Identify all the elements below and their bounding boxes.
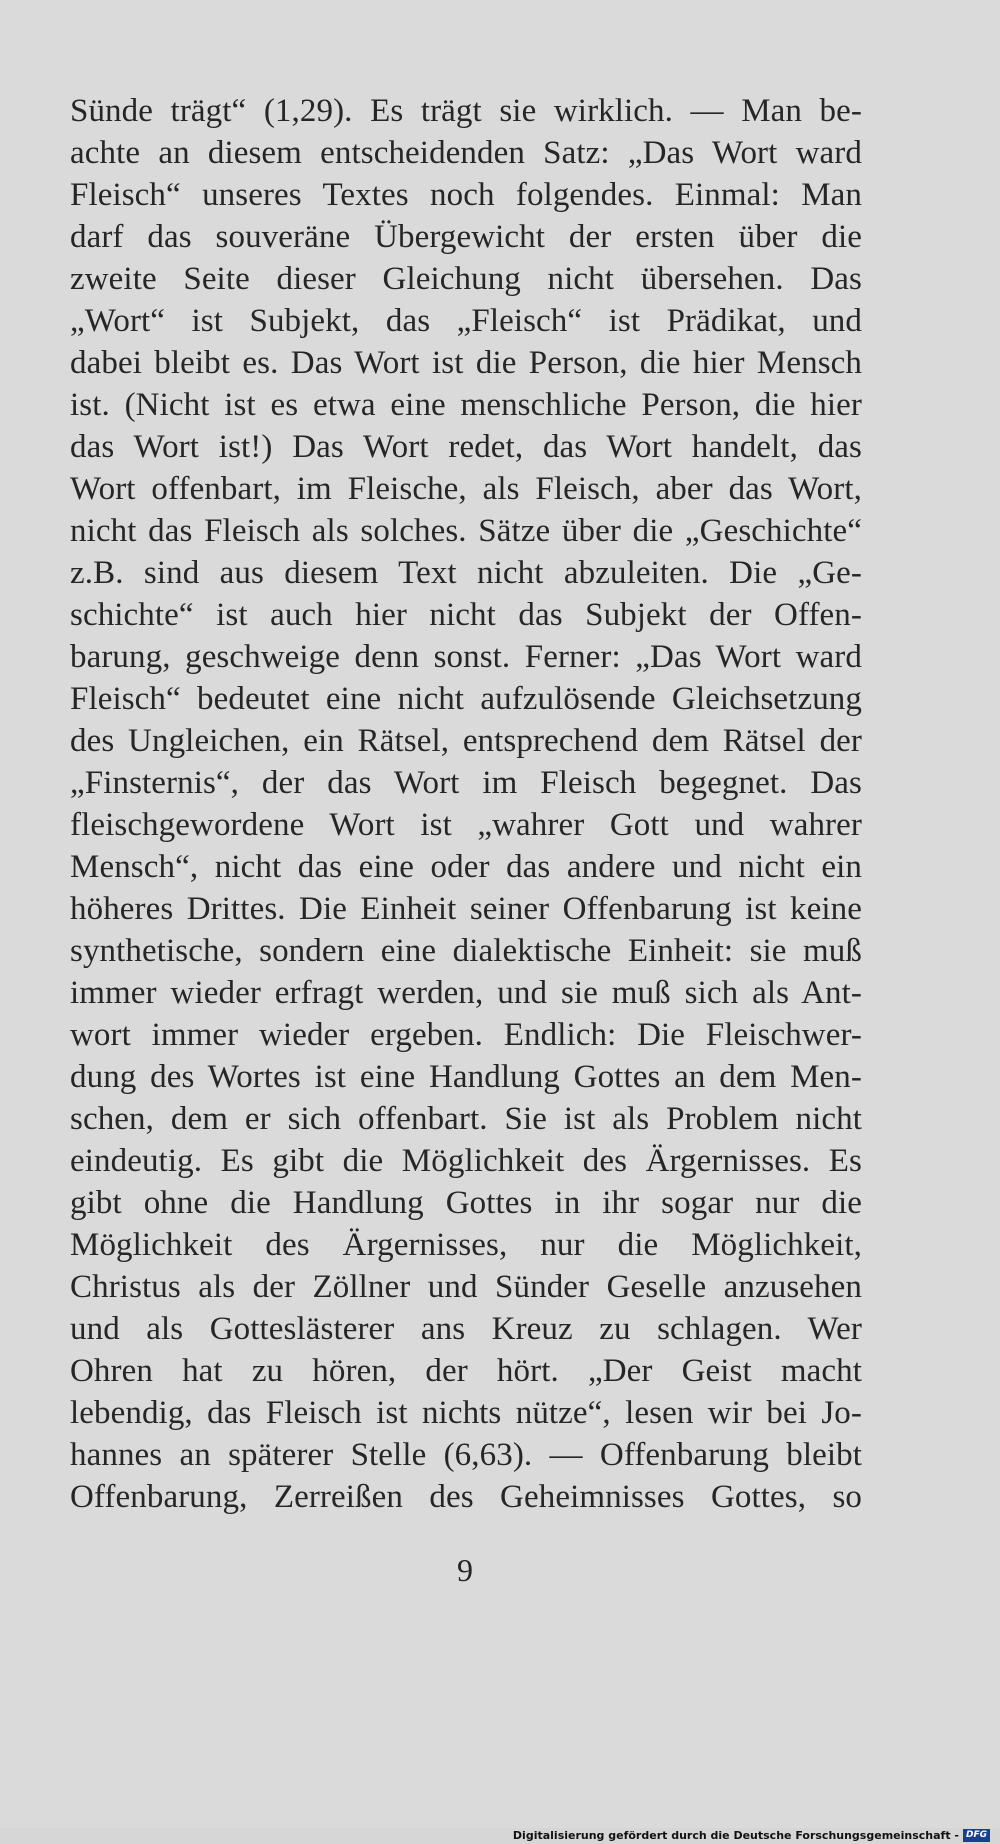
text-line: darf das souveräne Übergewicht der ersten über die <box>70 219 862 255</box>
text-line: gibt ohne die Handlung Gottes in ihr sogar nur die <box>70 1185 862 1221</box>
text-line: „Finsternis“, der das Wort im Fleisch begegnet. Das <box>70 765 862 801</box>
text-line: zweite Seite dieser Gleichung nicht übersehen. Das <box>70 261 862 297</box>
text-line: Mensch“, nicht das eine oder das andere und nicht ein <box>70 849 862 885</box>
text-line: immer wieder erfragt werden, und sie muß sich als Ant- <box>70 975 862 1011</box>
text-line: achte an diesem entscheidenden Satz: „Das Wort ward <box>70 135 862 171</box>
text-line: hannes an späterer Stelle (6,63). — Offenbarung bleibt <box>70 1437 862 1473</box>
text-line: synthetische, sondern eine dialektische Einheit: sie muß <box>70 933 862 969</box>
text-line: lebendig, das Fleisch ist nichts nütze“, lesen wir bei Jo- <box>70 1395 862 1431</box>
text-line: Wort offenbart, im Fleische, als Fleisch, aber das Wort, <box>70 471 862 507</box>
text-line: Möglichkeit des Ärgernisses, nur die Möglichkeit, <box>70 1227 862 1263</box>
text-line: höheres Drittes. Die Einheit seiner Offenbarung ist keine <box>70 891 862 927</box>
text-line: ist. (Nicht ist es etwa eine menschliche Person, die hier <box>70 387 862 423</box>
text-line: eindeutig. Es gibt die Möglichkeit des Ärgernisses. Es <box>70 1143 862 1179</box>
credit-text: Digitalisierung gefördert durch die Deutsche Forschungsgemeinschaft - <box>512 1828 959 1842</box>
page-number: 9 <box>457 1552 473 1588</box>
text-line: fleischgewordene Wort ist „wahrer Gott und wahrer <box>70 807 862 843</box>
text-line: nicht das Fleisch als solches. Sätze über die „Geschichte“ <box>70 513 862 549</box>
text-line: dabei bleibt es. Das Wort ist die Person, die hier Mensch <box>70 345 862 381</box>
text-line: wort immer wieder ergeben. Endlich: Die Fleischwer- <box>70 1017 862 1053</box>
text-line: schen, dem er sich offenbart. Sie ist als Problem nicht <box>70 1101 862 1137</box>
text-line: Offenbarung, Zerreißen des Geheimnisses Gottes, so <box>70 1479 862 1515</box>
text-line: Fleisch“ unseres Textes noch folgendes. Einmal: Man <box>70 177 862 213</box>
text-line: barung, geschweige denn sonst. Ferner: „Das Wort ward <box>70 639 862 675</box>
text-line: und als Gotteslästerer ans Kreuz zu schlagen. Wer <box>70 1311 862 1347</box>
text-line: z.B. sind aus diesem Text nicht abzuleiten. Die „Ge- <box>70 555 862 591</box>
text-line: des Ungleichen, ein Rätsel, entsprechend dem Rätsel der <box>70 723 862 759</box>
text-line: dung des Wortes ist eine Handlung Gottes an dem Men- <box>70 1059 862 1095</box>
text-line: Fleisch“ bedeutet eine nicht aufzulösende Gleichsetzung <box>70 681 862 717</box>
text-line: Christus als der Zöllner und Sünder Geselle anzusehen <box>70 1269 862 1305</box>
text-line: schichte“ ist auch hier nicht das Subjekt der Offen- <box>70 597 862 633</box>
digitization-credit <box>513 1827 990 1843</box>
text-line: „Wort“ ist Subjekt, das „Fleisch“ ist Prädikat, und <box>70 303 862 339</box>
dfg-logo: DFG <box>963 1829 990 1842</box>
body-text <box>70 90 862 1518</box>
text-line: Sünde trägt“ (1,29). Es trägt sie wirklich. — Man be- <box>70 93 862 129</box>
text-line: Ohren hat zu hören, der hört. „Der Geist macht <box>70 1353 862 1389</box>
text-line: das Wort ist!) Das Wort redet, das Wort handelt, das <box>70 429 862 465</box>
